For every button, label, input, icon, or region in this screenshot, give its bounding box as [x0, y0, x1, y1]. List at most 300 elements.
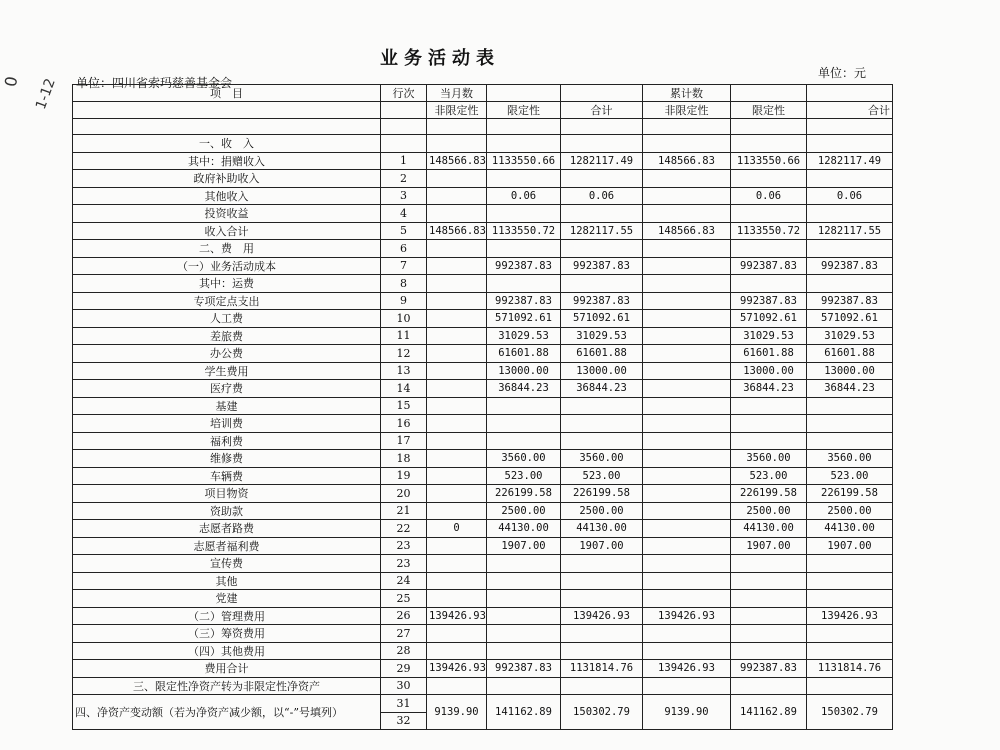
header-cu-unrestricted: 非限定性	[643, 102, 731, 119]
row-cu-restricted: 2500.00	[731, 502, 807, 520]
table-body	[73, 135, 893, 695]
row-cm-restricted	[487, 415, 561, 433]
table-row	[73, 345, 893, 363]
row-line-no: 9	[381, 292, 427, 310]
row-cm-restricted: 0.06	[487, 187, 561, 205]
row-item: 政府补助收入	[73, 170, 381, 188]
row-cm-restricted	[487, 205, 561, 223]
row-cu-restricted	[731, 572, 807, 590]
row-line-no: 17	[381, 432, 427, 450]
row-item: 党建	[73, 590, 381, 608]
header-blank	[487, 119, 561, 135]
row-item: 基建	[73, 397, 381, 415]
row-item: 车辆费	[73, 467, 381, 485]
row-cu-unrestricted	[643, 380, 731, 398]
row-item: 其中：捐赠收入	[73, 152, 381, 170]
table-row	[73, 292, 893, 310]
row-cu-total	[807, 555, 893, 573]
table-row	[73, 555, 893, 573]
row-item: 三、限定性净资产转为非限定性净资产	[73, 677, 381, 695]
table-row	[73, 257, 893, 275]
header-cm-restricted: 限定性	[487, 102, 561, 119]
row-cm-total: 523.00	[561, 467, 643, 485]
row-line-no: 19	[381, 467, 427, 485]
row-cu-restricted: 226199.58	[731, 485, 807, 503]
row-cu-unrestricted	[643, 555, 731, 573]
row-cm-total: 150302.79	[561, 695, 643, 730]
row-cm-total: 3560.00	[561, 450, 643, 468]
table-row	[73, 205, 893, 223]
row-cu-restricted	[731, 432, 807, 450]
row-line-no: 24	[381, 572, 427, 590]
row-cu-total	[807, 677, 893, 695]
row-cu-restricted	[731, 555, 807, 573]
row-cm-unrestricted	[427, 415, 487, 433]
row-cm-total	[561, 677, 643, 695]
row-cu-restricted	[731, 415, 807, 433]
row-cu-total: 13000.00	[807, 362, 893, 380]
table-row	[73, 152, 893, 170]
row-cu-unrestricted	[643, 170, 731, 188]
row-cm-total	[561, 275, 643, 293]
header-cumulative: 累计数	[643, 85, 731, 102]
table-row	[73, 397, 893, 415]
table-row	[73, 537, 893, 555]
row-cu-total: 44130.00	[807, 520, 893, 538]
table-row	[73, 240, 893, 258]
row-cu-total	[807, 572, 893, 590]
row-cm-unrestricted	[427, 345, 487, 363]
organization-label: 单位：四川省索玛慈善基金会	[76, 76, 233, 90]
row-cm-restricted: 1133550.66	[487, 152, 561, 170]
row-line-no: 23	[381, 537, 427, 555]
row-cu-restricted: 992387.83	[731, 292, 807, 310]
row-cm-unrestricted	[427, 485, 487, 503]
row-cu-restricted	[731, 397, 807, 415]
row-line-no: 1	[381, 152, 427, 170]
row-cu-unrestricted	[643, 275, 731, 293]
row-cu-restricted	[731, 240, 807, 258]
row-cu-total: 150302.79	[807, 695, 893, 730]
header-blank	[807, 119, 893, 135]
row-cm-unrestricted	[427, 310, 487, 328]
row-cu-unrestricted	[643, 135, 731, 153]
row-cu-unrestricted	[643, 187, 731, 205]
row-cu-restricted: 1133550.66	[731, 152, 807, 170]
table-row	[73, 187, 893, 205]
table-row	[73, 660, 893, 678]
row-cm-unrestricted	[427, 362, 487, 380]
row-item: （二）管理费用	[73, 607, 381, 625]
report-title: 业务活动表	[380, 48, 500, 69]
row-line-no: 3	[381, 187, 427, 205]
row-line-no: 18	[381, 450, 427, 468]
row-cu-total: 0.06	[807, 187, 893, 205]
header-line-no: 行次	[381, 85, 427, 102]
row-cu-unrestricted	[643, 292, 731, 310]
row-cu-total: 139426.93	[807, 607, 893, 625]
row-cu-unrestricted	[643, 432, 731, 450]
final-row-group	[73, 695, 893, 730]
header-blank	[381, 119, 427, 135]
handwritten-mark-date: 1-12	[32, 76, 59, 112]
header-cu-restricted: 限定性	[731, 102, 807, 119]
row-cu-unrestricted	[643, 362, 731, 380]
row-cm-restricted	[487, 677, 561, 695]
table-row	[73, 625, 893, 643]
row-cu-restricted	[731, 135, 807, 153]
header-blank	[487, 85, 561, 102]
row-cm-unrestricted	[427, 275, 487, 293]
row-cm-total	[561, 170, 643, 188]
row-line-no: 11	[381, 327, 427, 345]
header-spacer-row	[73, 119, 893, 135]
row-cm-unrestricted	[427, 450, 487, 468]
row-cm-total	[561, 590, 643, 608]
row-cm-total: 1907.00	[561, 537, 643, 555]
row-item: 其他	[73, 572, 381, 590]
row-cu-unrestricted: 9139.90	[643, 695, 731, 730]
row-cm-unrestricted: 9139.90	[427, 695, 487, 730]
row-line-no: 27	[381, 625, 427, 643]
row-cm-total	[561, 205, 643, 223]
row-cu-restricted	[731, 642, 807, 660]
row-cu-unrestricted	[643, 257, 731, 275]
row-cu-restricted	[731, 625, 807, 643]
table-row	[73, 450, 893, 468]
header-blank	[73, 102, 381, 119]
row-cu-unrestricted	[643, 625, 731, 643]
row-cm-restricted: 13000.00	[487, 362, 561, 380]
table-row	[73, 380, 893, 398]
table-row	[73, 607, 893, 625]
row-cu-unrestricted: 148566.83	[643, 152, 731, 170]
row-cu-unrestricted	[643, 537, 731, 555]
row-cu-restricted	[731, 205, 807, 223]
row-line-no: 21	[381, 502, 427, 520]
row-item: 四、净资产变动额（若为净资产减少额，以“-”号填列）	[73, 695, 381, 730]
row-cm-unrestricted: 148566.83	[427, 152, 487, 170]
row-cu-total: 61601.88	[807, 345, 893, 363]
row-cm-unrestricted	[427, 572, 487, 590]
row-item: 福利费	[73, 432, 381, 450]
row-cm-total	[561, 555, 643, 573]
row-item: 医疗费	[73, 380, 381, 398]
row-line-no: 26	[381, 607, 427, 625]
table-row	[73, 467, 893, 485]
row-item: 人工费	[73, 310, 381, 328]
row-cu-unrestricted	[643, 205, 731, 223]
row-cm-restricted	[487, 397, 561, 415]
row-cu-total	[807, 135, 893, 153]
row-item: 培训费	[73, 415, 381, 433]
row-cm-total	[561, 432, 643, 450]
row-line-no: 29	[381, 660, 427, 678]
row-cu-restricted: 1133550.72	[731, 222, 807, 240]
row-cu-restricted	[731, 170, 807, 188]
row-line-no: 4	[381, 205, 427, 223]
row-cm-total: 0.06	[561, 187, 643, 205]
row-item: 二、费 用	[73, 240, 381, 258]
row-cm-unrestricted	[427, 240, 487, 258]
table-row	[73, 327, 893, 345]
table-row	[73, 170, 893, 188]
header-item: 项 目	[73, 85, 381, 102]
table-row	[73, 572, 893, 590]
row-cm-restricted: 31029.53	[487, 327, 561, 345]
header-blank	[807, 85, 893, 102]
row-cu-unrestricted	[643, 590, 731, 608]
table-row	[73, 590, 893, 608]
table-row	[73, 222, 893, 240]
row-cm-restricted: 61601.88	[487, 345, 561, 363]
row-cu-unrestricted	[643, 520, 731, 538]
row-cu-restricted: 31029.53	[731, 327, 807, 345]
row-cu-restricted: 571092.61	[731, 310, 807, 328]
row-line-no: 28	[381, 642, 427, 660]
row-cm-unrestricted	[427, 432, 487, 450]
header-current-month: 当月数	[427, 85, 487, 102]
row-cu-restricted: 523.00	[731, 467, 807, 485]
currency-unit-label: 单位：元	[818, 66, 867, 80]
row-item: 一、收 入	[73, 135, 381, 153]
row-cu-unrestricted	[643, 327, 731, 345]
header-row-1	[73, 85, 893, 102]
row-cu-restricted: 36844.23	[731, 380, 807, 398]
row-cm-restricted	[487, 590, 561, 608]
row-cm-unrestricted	[427, 257, 487, 275]
row-cm-total: 139426.93	[561, 607, 643, 625]
row-cu-unrestricted	[643, 572, 731, 590]
row-cm-restricted	[487, 432, 561, 450]
row-line-no: 13	[381, 362, 427, 380]
row-line-no: 5	[381, 222, 427, 240]
row-cm-restricted	[487, 625, 561, 643]
row-cu-total	[807, 625, 893, 643]
row-cm-total	[561, 572, 643, 590]
row-cm-total	[561, 397, 643, 415]
row-cm-unrestricted	[427, 590, 487, 608]
header-cm-unrestricted: 非限定性	[427, 102, 487, 119]
row-cu-total	[807, 170, 893, 188]
row-cu-total: 2500.00	[807, 502, 893, 520]
row-cm-restricted: 992387.83	[487, 660, 561, 678]
row-cm-unrestricted	[427, 677, 487, 695]
row-cm-total	[561, 240, 643, 258]
row-item: （三）筹资费用	[73, 625, 381, 643]
table-row	[73, 275, 893, 293]
row-cm-unrestricted	[427, 135, 487, 153]
row-cu-total: 1907.00	[807, 537, 893, 555]
table-row	[73, 362, 893, 380]
row-cu-unrestricted: 139426.93	[643, 660, 731, 678]
row-cm-unrestricted	[427, 537, 487, 555]
row-cu-unrestricted	[643, 240, 731, 258]
row-cu-restricted: 1907.00	[731, 537, 807, 555]
row-cm-total: 226199.58	[561, 485, 643, 503]
row-line-no	[381, 135, 427, 153]
table-row	[73, 415, 893, 433]
row-item: 维修费	[73, 450, 381, 468]
row-cm-restricted: 44130.00	[487, 520, 561, 538]
row-line-no: 8	[381, 275, 427, 293]
row-item: （四）其他费用	[73, 642, 381, 660]
row-item: 资助款	[73, 502, 381, 520]
row-item: 宣传费	[73, 555, 381, 573]
row-item: 志愿者福利费	[73, 537, 381, 555]
row-cu-total	[807, 397, 893, 415]
row-line-no: 30	[381, 677, 427, 695]
row-cu-unrestricted	[643, 502, 731, 520]
row-cm-restricted	[487, 572, 561, 590]
row-cm-total: 1131814.76	[561, 660, 643, 678]
row-line-no: 6	[381, 240, 427, 258]
row-cm-unrestricted	[427, 397, 487, 415]
row-cm-unrestricted: 148566.83	[427, 222, 487, 240]
row-cu-restricted: 13000.00	[731, 362, 807, 380]
row-line-no: 23	[381, 555, 427, 573]
row-cm-total: 571092.61	[561, 310, 643, 328]
handwritten-mark-zero: 0	[0, 74, 22, 89]
row-cu-unrestricted: 139426.93	[643, 607, 731, 625]
row-item: 差旅费	[73, 327, 381, 345]
row-cu-total: 3560.00	[807, 450, 893, 468]
table-row	[73, 432, 893, 450]
row-cm-total: 61601.88	[561, 345, 643, 363]
row-cm-restricted	[487, 135, 561, 153]
row-cm-total: 31029.53	[561, 327, 643, 345]
row-cu-total: 1282117.49	[807, 152, 893, 170]
row-line-no: 10	[381, 310, 427, 328]
row-cu-restricted	[731, 275, 807, 293]
row-cm-unrestricted: 0	[427, 520, 487, 538]
row-cm-restricted	[487, 240, 561, 258]
row-cm-unrestricted: 139426.93	[427, 660, 487, 678]
row-cu-unrestricted	[643, 310, 731, 328]
row-cu-restricted: 3560.00	[731, 450, 807, 468]
row-cm-unrestricted	[427, 642, 487, 660]
table-row	[73, 485, 893, 503]
row-cu-total: 1282117.55	[807, 222, 893, 240]
row-cm-restricted	[487, 555, 561, 573]
row-cu-total: 992387.83	[807, 292, 893, 310]
row-line-no: 22	[381, 520, 427, 538]
row-line-no: 2	[381, 170, 427, 188]
header-blank	[561, 85, 643, 102]
row-cu-unrestricted	[643, 642, 731, 660]
row-cu-total	[807, 432, 893, 450]
row-cm-restricted: 992387.83	[487, 257, 561, 275]
row-cu-unrestricted	[643, 677, 731, 695]
header-blank	[731, 119, 807, 135]
row-cm-total: 992387.83	[561, 292, 643, 310]
row-cu-total: 36844.23	[807, 380, 893, 398]
row-line-no: 25	[381, 590, 427, 608]
row-item: 专项定点支出	[73, 292, 381, 310]
row-cu-restricted	[731, 677, 807, 695]
row-cu-restricted: 44130.00	[731, 520, 807, 538]
row-cu-total: 571092.61	[807, 310, 893, 328]
row-cm-restricted: 571092.61	[487, 310, 561, 328]
row-cu-restricted: 992387.83	[731, 257, 807, 275]
row-cm-unrestricted: 139426.93	[427, 607, 487, 625]
row-cm-total: 992387.83	[561, 257, 643, 275]
row-cm-total: 13000.00	[561, 362, 643, 380]
row-cm-unrestricted	[427, 467, 487, 485]
row-cu-unrestricted	[643, 345, 731, 363]
row-cm-total	[561, 135, 643, 153]
row-cm-unrestricted	[427, 555, 487, 573]
row-cm-unrestricted	[427, 170, 487, 188]
header-blank	[731, 85, 807, 102]
table-row	[73, 677, 893, 695]
row-item: 投资收益	[73, 205, 381, 223]
row-cu-total: 1131814.76	[807, 660, 893, 678]
row-cu-restricted	[731, 607, 807, 625]
row-cm-restricted: 2500.00	[487, 502, 561, 520]
row-cm-total	[561, 415, 643, 433]
row-cm-total	[561, 642, 643, 660]
table-row	[73, 520, 893, 538]
row-cu-unrestricted	[643, 450, 731, 468]
row-cu-total	[807, 205, 893, 223]
row-line-no: 14	[381, 380, 427, 398]
row-item: 费用合计	[73, 660, 381, 678]
row-cm-unrestricted	[427, 625, 487, 643]
row-cm-restricted	[487, 607, 561, 625]
row-cu-restricted: 992387.83	[731, 660, 807, 678]
header-row-2	[73, 102, 893, 119]
row-item: 项目物资	[73, 485, 381, 503]
table-row	[73, 135, 893, 153]
row-item: 其他收入	[73, 187, 381, 205]
row-cm-total: 36844.23	[561, 380, 643, 398]
row-cm-total: 44130.00	[561, 520, 643, 538]
row-cm-unrestricted	[427, 205, 487, 223]
row-line-no: 20	[381, 485, 427, 503]
header-blank	[643, 119, 731, 135]
row-cu-total	[807, 590, 893, 608]
row-cu-total: 31029.53	[807, 327, 893, 345]
row-item: 收入合计	[73, 222, 381, 240]
row-item: 学生费用	[73, 362, 381, 380]
row-cu-unrestricted: 148566.83	[643, 222, 731, 240]
row-item: 其中：运费	[73, 275, 381, 293]
row-cm-unrestricted	[427, 327, 487, 345]
row-line-no: 12	[381, 345, 427, 363]
row-cm-unrestricted	[427, 187, 487, 205]
row-cu-total: 992387.83	[807, 257, 893, 275]
row-cm-restricted: 36844.23	[487, 380, 561, 398]
row-cm-restricted	[487, 642, 561, 660]
row-cm-restricted	[487, 170, 561, 188]
row-line-no: 32	[381, 712, 427, 730]
table-row-net-asset-change-a	[73, 695, 893, 713]
row-line-no: 16	[381, 415, 427, 433]
header-blank	[73, 119, 381, 135]
row-cu-unrestricted	[643, 485, 731, 503]
row-line-no: 15	[381, 397, 427, 415]
row-cm-restricted	[487, 275, 561, 293]
row-cu-restricted: 0.06	[731, 187, 807, 205]
row-cm-unrestricted	[427, 502, 487, 520]
row-cm-unrestricted	[427, 292, 487, 310]
header-blank	[561, 119, 643, 135]
row-cm-total: 1282117.55	[561, 222, 643, 240]
table-row	[73, 310, 893, 328]
row-cu-restricted: 141162.89	[731, 695, 807, 730]
row-cu-unrestricted	[643, 415, 731, 433]
